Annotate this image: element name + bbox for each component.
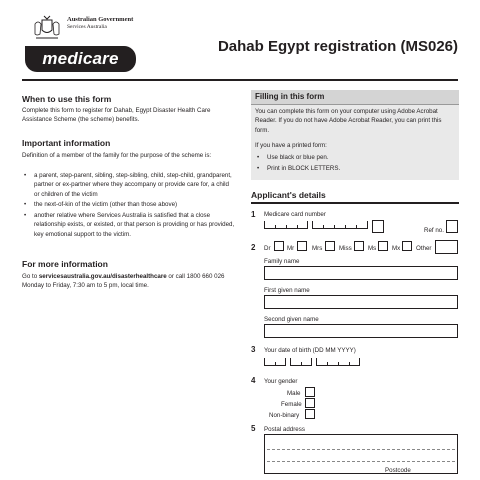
title-dr-label: Dr — [264, 245, 271, 252]
family-name-label: Family name — [264, 258, 300, 265]
printed-form-item: • Use black or blue pen. — [255, 153, 329, 162]
postal-address-input[interactable] — [264, 434, 458, 474]
coat-of-arms-icon — [32, 14, 62, 42]
question-number: 3 — [251, 345, 256, 354]
medicare-logo: medicare — [25, 46, 136, 72]
medicare-card-digit-10[interactable] — [372, 220, 384, 233]
address-line — [267, 449, 455, 450]
second-given-name-input[interactable] — [264, 324, 458, 338]
when-to-use-text: Complete this form to register for Dahab, Egypt Disaster Health Care Assistance Scheme (the scheme) benefits. — [22, 107, 211, 124]
gender-nonbinary-label: Non-binary — [269, 412, 300, 419]
title-miss-label: Miss — [339, 245, 352, 252]
postcode-label: Postcode — [385, 467, 411, 474]
title-ms-checkbox[interactable] — [378, 241, 388, 251]
title-dr-checkbox[interactable] — [274, 241, 284, 251]
more-info-text: Go to servicesaustralia.gov.au/disasterhealthcare or call 1800 660 026 Monday to Friday, 7:30 am to 5 pm, local time. — [22, 273, 225, 290]
title-miss-checkbox[interactable] — [354, 241, 364, 251]
gender-label: Your gender — [264, 378, 298, 385]
first-given-name-label: First given name — [264, 287, 310, 294]
printed-form-item: • Print in BLOCK LETTERS. — [255, 164, 340, 173]
question-number: 4 — [251, 376, 256, 385]
title-mrs-label: Mrs — [312, 245, 323, 252]
first-given-name-input[interactable] — [264, 295, 458, 309]
dob-day-input[interactable] — [264, 358, 286, 366]
title-mr-label: Mr — [287, 245, 295, 252]
family-name-input[interactable] — [264, 266, 458, 280]
title-mrs-checkbox[interactable] — [325, 241, 335, 251]
title-other-label: Other — [416, 245, 432, 252]
family-definition-item: • the next-of-kin of the victim (other than those above) — [22, 200, 235, 209]
postal-address-label: Postal address — [264, 426, 305, 433]
question-number: 5 — [251, 424, 256, 433]
agency-name: Services Australia — [67, 24, 107, 30]
family-definition-item: • a parent, step-parent, sibling, step-sibling, child, step-child, grandparent, partner or ex-partner where they accompany or provide care for, a child or children of the victim — [22, 171, 235, 199]
title-ms-label: Ms — [368, 245, 377, 252]
government-name: Australian Government — [67, 16, 134, 23]
gender-nonbinary-checkbox[interactable] — [305, 409, 315, 419]
second-given-name-label: Second given name — [264, 316, 319, 323]
website-link[interactable]: servicesaustralia.gov.au/disasterhealthcare — [38, 273, 167, 280]
when-to-use-heading: When to use this form — [22, 94, 112, 104]
title-other-input[interactable] — [435, 240, 458, 254]
important-info-text: Definition of a member of the family for the purpose of the scheme is: — [22, 152, 212, 159]
section-divider — [251, 202, 459, 204]
medicare-card-group-1[interactable] — [264, 221, 308, 229]
filling-in-header — [251, 90, 459, 104]
gender-male-label: Male — [287, 390, 301, 397]
gender-male-checkbox[interactable] — [305, 387, 315, 397]
ref-no-input[interactable] — [446, 220, 458, 233]
dob-year-input[interactable] — [316, 358, 360, 366]
gender-female-label: Female — [281, 401, 302, 408]
medicare-card-label: Medicare card number — [264, 211, 326, 218]
filling-in-heading: Filling in this form — [255, 92, 325, 101]
ref-no-label: Ref no. — [424, 227, 444, 234]
gender-female-checkbox[interactable] — [305, 398, 315, 408]
printed-form-text: If you have a printed form: — [255, 142, 327, 149]
applicants-details-heading: Applicant's details — [251, 190, 326, 200]
title-mx-label: Mx — [392, 245, 401, 252]
title-mx-checkbox[interactable] — [402, 241, 412, 251]
question-number: 1 — [251, 210, 256, 219]
question-number: 2 — [251, 243, 256, 252]
more-info-heading: For more information — [22, 259, 108, 269]
medicare-card-group-2[interactable] — [312, 221, 368, 229]
panel-divider — [251, 104, 459, 105]
header-divider — [22, 79, 458, 81]
address-line — [267, 461, 455, 462]
dob-month-input[interactable] — [290, 358, 312, 366]
family-definition-item: • another relative where Services Australia is satisfied that a close relationship exists, or existed, or that person is providing or has provided, key emotional support to the victim. — [22, 211, 235, 239]
form-title: Dahab Egypt registration (MS026) — [217, 38, 458, 55]
title-mr-checkbox[interactable] — [297, 241, 307, 251]
filling-in-text: You can complete this form on your computer using Adobe Acrobat Reader. If you do not have Adobe Acrobat Reader, you can print this form. — [255, 108, 442, 134]
date-of-birth-label: Your date of birth (DD MM YYYY) — [264, 347, 356, 354]
important-info-heading: Important information — [22, 138, 111, 148]
